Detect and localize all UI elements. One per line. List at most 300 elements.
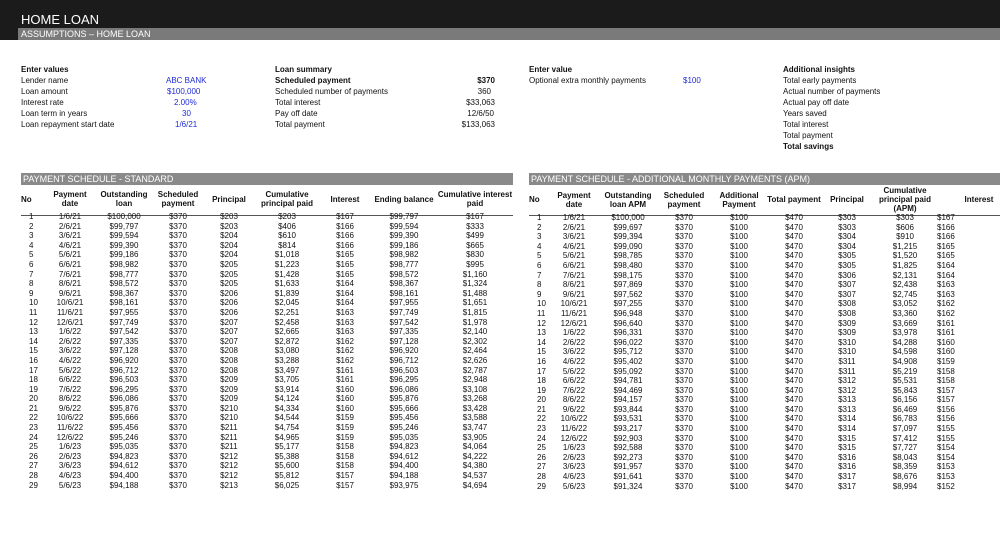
apm-cell: 9/6/22 <box>562 404 586 414</box>
standard-cell: $162 <box>336 346 354 356</box>
apm-table-row <box>529 443 1000 453</box>
standard-table-row <box>21 212 513 222</box>
standard-cell: $97,335 <box>109 336 139 346</box>
scheduled-payment-label: Scheduled payment <box>275 76 351 85</box>
apm-cell: $470 <box>785 443 803 453</box>
apm-cell: 1/6/23 <box>562 443 586 453</box>
apm-cell: $100 <box>730 337 748 347</box>
standard-cell: $4,544 <box>274 413 300 423</box>
apm-cell: $370 <box>675 289 693 299</box>
apm-cell: $97,562 <box>613 289 643 299</box>
apm-cell: 5/6/21 <box>562 251 586 261</box>
apm-cell: 1/6/22 <box>562 328 586 338</box>
apm-table-row <box>529 223 1000 233</box>
standard-cell: $166 <box>336 231 354 241</box>
number-of-payments-value: 360 <box>477 87 491 96</box>
standard-cell: 5/6/22 <box>58 365 82 375</box>
apm-cell: $161 <box>937 318 955 328</box>
apm-table-row <box>529 319 1000 329</box>
apm-cell: $98,785 <box>613 251 643 261</box>
standard-cell: $1,223 <box>274 259 300 269</box>
apm-cell: $470 <box>785 213 803 222</box>
apm-cell: 13 <box>537 328 546 338</box>
apm-cell: $312 <box>838 385 856 395</box>
apm-cell: $163 <box>937 280 955 290</box>
standard-cell: $814 <box>278 240 296 250</box>
standard-cell: $159 <box>336 432 354 442</box>
apm-table-row <box>529 482 1000 492</box>
apm-cell: $153 <box>937 472 955 482</box>
standard-cell: $370 <box>169 327 187 337</box>
apm-cell: $305 <box>838 260 856 270</box>
standard-table-row <box>21 356 513 366</box>
standard-cell: $1,839 <box>274 288 300 298</box>
pay-off-date-label: Pay off date <box>275 109 318 118</box>
standard-cell: $158 <box>336 461 354 471</box>
apm-cell: $158 <box>937 376 955 386</box>
apm-cell: $370 <box>675 328 693 338</box>
standard-column-header: Ending balance <box>374 194 434 204</box>
standard-cell: $94,612 <box>389 451 419 461</box>
standard-table-row <box>21 471 513 481</box>
standard-cell: $610 <box>278 231 296 241</box>
interest-rate-value[interactable]: 2.00% <box>174 98 197 107</box>
standard-cell: $3,588 <box>462 413 488 423</box>
standard-table-row <box>21 260 513 270</box>
apm-cell: $370 <box>675 270 693 280</box>
apm-cell: $311 <box>838 356 856 366</box>
apm-cell: $99,697 <box>613 222 643 232</box>
apm-cell: $100 <box>730 376 748 386</box>
standard-cell: $205 <box>220 259 238 269</box>
apm-cell: 3/6/21 <box>562 232 586 242</box>
apm-cell: $314 <box>838 424 856 434</box>
apm-cell: $370 <box>675 213 693 222</box>
number-of-payments-label: Scheduled number of payments <box>275 87 388 96</box>
standard-cell: $370 <box>169 259 187 269</box>
standard-cell: $209 <box>220 384 238 394</box>
standard-cell: $166 <box>336 240 354 250</box>
standard-cell: $98,572 <box>389 269 419 279</box>
standard-cell: $207 <box>220 336 238 346</box>
apm-cell: $155 <box>937 433 955 443</box>
apm-cell: $370 <box>675 366 693 376</box>
standard-column-header: Outstanding loan <box>100 190 148 208</box>
enter-value-heading: Enter value <box>529 65 573 74</box>
apm-cell: $100 <box>730 280 748 290</box>
apm-cell: $100 <box>730 289 748 299</box>
apm-cell: $154 <box>937 452 955 462</box>
standard-cell: $96,295 <box>109 384 139 394</box>
standard-cell: $370 <box>169 355 187 365</box>
standard-cell: $159 <box>336 423 354 433</box>
apm-cell: $162 <box>937 299 955 309</box>
apm-cell: 10/6/22 <box>560 414 588 424</box>
apm-cell: $96,948 <box>613 308 643 318</box>
apm-cell: 9 <box>537 289 542 299</box>
apm-cell: $370 <box>675 318 693 328</box>
apm-cell: 8 <box>537 280 542 290</box>
apm-cell: $305 <box>838 251 856 261</box>
standard-cell: 29 <box>29 480 38 490</box>
apm-cell: $370 <box>675 395 693 405</box>
insight-actual-pay-off-date: Actual pay off date <box>783 98 850 107</box>
standard-cell: $206 <box>220 298 238 308</box>
standard-column-header: Cumulative interest paid <box>437 190 513 208</box>
apm-column-header: Payment date <box>557 190 591 209</box>
apm-cell: $315 <box>838 443 856 453</box>
apm-cell: 17 <box>537 366 546 376</box>
apm-cell: $370 <box>675 481 693 491</box>
standard-cell: $161 <box>336 375 354 385</box>
apm-cell: $160 <box>937 337 955 347</box>
standard-cell: $99,390 <box>389 231 419 241</box>
apm-cell: $370 <box>675 443 693 453</box>
apm-cell: $310 <box>838 337 856 347</box>
standard-cell: $209 <box>220 394 238 404</box>
apm-cell: 29 <box>537 481 546 491</box>
apm-table-row <box>529 367 1000 377</box>
standard-cell: $370 <box>169 471 187 481</box>
standard-cell: $96,295 <box>389 375 419 385</box>
apm-cell: 6/6/21 <box>562 260 586 270</box>
standard-table-row <box>21 327 513 337</box>
standard-table-row <box>21 298 513 308</box>
apm-cell: 18 <box>537 376 546 386</box>
apm-cell: $315 <box>838 433 856 443</box>
standard-cell: $163 <box>336 317 354 327</box>
apm-column-header: Principal <box>830 195 864 204</box>
standard-cell: $99,594 <box>389 221 419 231</box>
standard-cell: $94,823 <box>109 451 139 461</box>
apm-cell: 20 <box>537 395 546 405</box>
standard-cell: $4,334 <box>274 403 300 413</box>
standard-cell: $2,948 <box>462 375 488 385</box>
apm-cell: $95,092 <box>613 366 643 376</box>
loan-amount-value[interactable]: $100,000 <box>167 87 201 96</box>
apm-cell: $94,469 <box>613 385 643 395</box>
apm-cell: $155 <box>937 424 955 434</box>
standard-cell: $370 <box>169 442 187 452</box>
apm-table-row <box>529 347 1000 357</box>
subtitle-bar <box>18 28 1000 40</box>
apm-cell: $470 <box>785 299 803 309</box>
standard-cell: $98,982 <box>389 250 419 260</box>
standard-cell: $99,797 <box>109 221 139 231</box>
apm-cell: $100 <box>730 443 748 453</box>
apm-cell: $100 <box>730 366 748 376</box>
standard-cell: 27 <box>29 461 38 471</box>
apm-cell: 26 <box>537 452 546 462</box>
apm-cell: $96,640 <box>613 318 643 328</box>
standard-cell: $499 <box>466 231 484 241</box>
insight-total-payment: Total payment <box>783 131 833 140</box>
standard-cell: $370 <box>169 231 187 241</box>
standard-cell: $212 <box>220 471 238 481</box>
apm-cell: $4,908 <box>892 356 918 366</box>
standard-cell: $95,876 <box>109 403 139 413</box>
apm-cell: $370 <box>675 472 693 482</box>
apm-cell: $164 <box>937 260 955 270</box>
apm-cell: $370 <box>675 452 693 462</box>
apm-cell: $470 <box>785 366 803 376</box>
standard-cell: $94,400 <box>109 471 139 481</box>
standard-cell: $98,161 <box>109 298 139 308</box>
apm-cell: $2,438 <box>892 280 918 290</box>
standard-table-row <box>21 423 513 433</box>
standard-cell: $1,428 <box>274 269 300 279</box>
apm-cell: $470 <box>785 462 803 472</box>
apm-cell: $5,531 <box>892 376 918 386</box>
standard-cell: 4/6/22 <box>58 355 82 365</box>
insight-total-early-payments: Total early payments <box>783 76 857 85</box>
standard-cell: $167 <box>336 212 354 221</box>
apm-cell: $316 <box>838 452 856 462</box>
standard-cell: 10/6/22 <box>56 413 84 423</box>
standard-cell: $96,086 <box>109 394 139 404</box>
apm-cell: $306 <box>838 270 856 280</box>
standard-cell: $97,542 <box>389 317 419 327</box>
standard-table-row <box>21 337 513 347</box>
standard-cell: $164 <box>336 288 354 298</box>
apm-cell: $156 <box>937 404 955 414</box>
apm-cell: $99,090 <box>613 241 643 251</box>
apm-cell: $470 <box>785 414 803 424</box>
apm-cell: $158 <box>937 366 955 376</box>
apm-cell: $370 <box>675 356 693 366</box>
standard-cell: 17 <box>29 365 38 375</box>
apm-cell: $1,825 <box>892 260 918 270</box>
apm-cell: $6,156 <box>892 395 918 405</box>
standard-cell: $2,140 <box>462 327 488 337</box>
loan-amount-label: Loan amount <box>21 87 68 96</box>
standard-cell: $97,955 <box>389 298 419 308</box>
standard-cell: $370 <box>169 461 187 471</box>
standard-cell: $208 <box>220 346 238 356</box>
standard-cell: 3/6/21 <box>58 231 82 241</box>
standard-cell: $98,367 <box>389 279 419 289</box>
standard-cell: 6 <box>29 259 34 269</box>
apm-cell: $97,255 <box>613 299 643 309</box>
apm-cell: $308 <box>838 308 856 318</box>
standard-cell: 3/6/23 <box>58 461 82 471</box>
standard-column-header: No <box>21 194 32 204</box>
apm-cell: $100 <box>730 308 748 318</box>
standard-cell: 8/6/22 <box>58 394 82 404</box>
standard-cell: $203 <box>278 212 296 221</box>
apm-cell: $314 <box>838 414 856 424</box>
apm-cell: $370 <box>675 222 693 232</box>
apm-cell: 11/6/22 <box>560 424 588 434</box>
apm-cell: $910 <box>896 232 914 242</box>
standard-cell: $370 <box>169 298 187 308</box>
loan-summary-section <box>275 64 495 130</box>
start-date-value[interactable]: 1/6/21 <box>175 120 198 129</box>
standard-cell: $370 <box>169 250 187 260</box>
standard-cell: $1,815 <box>462 307 488 317</box>
standard-cell: 12/6/21 <box>56 317 84 327</box>
apm-cell: $100 <box>730 328 748 338</box>
apm-cell: $156 <box>937 414 955 424</box>
interest-rate-label: Interest rate <box>21 98 64 107</box>
standard-cell: 7/6/21 <box>58 269 82 279</box>
standard-cell: 10/6/21 <box>56 298 84 308</box>
apm-cell: $3,978 <box>892 328 918 338</box>
apm-cell: $470 <box>785 385 803 395</box>
standard-cell: $4,694 <box>462 480 488 490</box>
apm-cell: $100 <box>730 385 748 395</box>
standard-cell: $97,128 <box>109 346 139 356</box>
apm-cell: $313 <box>838 404 856 414</box>
standard-schedule-title: PAYMENT SCHEDULE - STANDARD <box>23 174 174 184</box>
standard-cell: $2,302 <box>462 336 488 346</box>
standard-cell: $370 <box>169 365 187 375</box>
standard-cell: 6/6/21 <box>58 259 82 269</box>
standard-table-row <box>21 394 513 404</box>
apm-cell: 22 <box>537 414 546 424</box>
standard-cell: $370 <box>169 375 187 385</box>
loan-term-value[interactable]: 30 <box>182 109 191 118</box>
standard-cell: $6,025 <box>274 480 300 490</box>
apm-cell: $470 <box>785 404 803 414</box>
apm-cell: $93,844 <box>613 404 643 414</box>
extra-payment-value[interactable]: $100 <box>683 76 701 85</box>
standard-cell: $3,288 <box>274 355 300 365</box>
standard-cell: 23 <box>29 423 38 433</box>
standard-cell: $3,268 <box>462 394 488 404</box>
standard-cell: $333 <box>466 221 484 231</box>
standard-cell: $207 <box>220 327 238 337</box>
apm-cell: $370 <box>675 414 693 424</box>
standard-cell: $99,186 <box>389 240 419 250</box>
standard-table-row <box>21 279 513 289</box>
standard-cell: $1,160 <box>462 269 488 279</box>
standard-cell: 7/6/22 <box>58 384 82 394</box>
apm-cell: $95,712 <box>613 347 643 357</box>
standard-cell: $100,000 <box>107 212 141 221</box>
standard-cell: $1,633 <box>274 279 300 289</box>
standard-cell: $830 <box>466 250 484 260</box>
standard-cell: $98,982 <box>109 259 139 269</box>
apm-cell: $470 <box>785 395 803 405</box>
standard-cell: 3/6/22 <box>58 346 82 356</box>
standard-cell: $370 <box>169 279 187 289</box>
standard-cell: $95,035 <box>389 432 419 442</box>
standard-cell: 5 <box>29 250 34 260</box>
standard-column-header: Scheduled payment <box>157 190 199 208</box>
apm-cell: 2 <box>537 222 542 232</box>
standard-cell: $370 <box>169 221 187 231</box>
standard-cell: $96,086 <box>389 384 419 394</box>
apm-cell: 11/6/21 <box>560 308 588 318</box>
apm-cell: $154 <box>937 443 955 453</box>
apm-cell: $310 <box>838 347 856 357</box>
apm-cell: $92,588 <box>613 443 643 453</box>
standard-cell: $2,251 <box>274 307 300 317</box>
apm-cell: 4/6/22 <box>562 356 586 366</box>
apm-cell: $8,043 <box>892 452 918 462</box>
standard-cell: $370 <box>169 317 187 327</box>
standard-cell: 5/6/21 <box>58 250 82 260</box>
apm-cell: $370 <box>675 260 693 270</box>
apm-table-row <box>529 328 1000 338</box>
standard-cell: 2 <box>29 221 34 231</box>
apm-cell: 10 <box>537 299 546 309</box>
lender-name-label: Lender name <box>21 76 69 85</box>
standard-column-header: Principal <box>212 194 246 204</box>
apm-cell: $165 <box>937 241 955 251</box>
apm-cell: $100 <box>730 424 748 434</box>
standard-table-row <box>21 461 513 471</box>
standard-cell: $94,188 <box>389 471 419 481</box>
apm-cell: $470 <box>785 270 803 280</box>
standard-cell: $211 <box>220 442 238 452</box>
apm-table-row <box>529 386 1000 396</box>
apm-cell: 2/6/23 <box>562 452 586 462</box>
apm-cell: $303 <box>896 213 914 222</box>
lender-name-value[interactable]: ABC BANK <box>166 76 207 85</box>
apm-table-row <box>529 338 1000 348</box>
standard-cell: $96,920 <box>109 355 139 365</box>
standard-cell: $1,978 <box>462 317 488 327</box>
standard-cell: $203 <box>220 221 238 231</box>
apm-cell: $98,480 <box>613 260 643 270</box>
standard-cell: $161 <box>336 365 354 375</box>
standard-cell: $370 <box>169 432 187 442</box>
standard-cell: $157 <box>336 471 354 481</box>
apm-cell: $100 <box>730 299 748 309</box>
apm-cell: $8,994 <box>892 481 918 491</box>
standard-cell: 26 <box>29 451 38 461</box>
standard-cell: $370 <box>169 480 187 490</box>
standard-cell: $2,665 <box>274 327 300 337</box>
standard-table-row <box>21 289 513 299</box>
apm-cell: $100 <box>730 318 748 328</box>
standard-cell: $1,488 <box>462 288 488 298</box>
enter-values-section <box>21 64 221 130</box>
apm-cell: $8,676 <box>892 472 918 482</box>
apm-cell: $470 <box>785 347 803 357</box>
standard-cell: 9 <box>29 288 34 298</box>
standard-cell: 4/6/21 <box>58 240 82 250</box>
apm-cell: $370 <box>675 462 693 472</box>
standard-cell: $165 <box>336 259 354 269</box>
apm-cell: 4/6/21 <box>562 241 586 251</box>
apm-cell: 6/6/22 <box>562 376 586 386</box>
standard-cell: 18 <box>29 375 38 385</box>
apm-schedule-title: PAYMENT SCHEDULE - ADDITIONAL MONTHLY PAYMENTS (APM) <box>531 174 811 184</box>
apm-cell: $167 <box>937 213 955 222</box>
apm-cell: $4,288 <box>892 337 918 347</box>
apm-cell: $100 <box>730 241 748 251</box>
apm-cell: 19 <box>537 385 546 395</box>
apm-cell: $92,903 <box>613 433 643 443</box>
apm-cell: $370 <box>675 241 693 251</box>
standard-cell: 7 <box>29 269 34 279</box>
standard-cell: $370 <box>169 346 187 356</box>
apm-cell: $304 <box>838 241 856 251</box>
apm-cell: $166 <box>937 232 955 242</box>
apm-cell: $307 <box>838 280 856 290</box>
apm-cell: 9/6/21 <box>562 289 586 299</box>
standard-cell: $2,787 <box>462 365 488 375</box>
standard-cell: $5,177 <box>274 442 300 452</box>
standard-column-header: Cumulative principal paid <box>260 190 313 208</box>
apm-cell: $5,843 <box>892 385 918 395</box>
apm-cell: $6,469 <box>892 404 918 414</box>
standard-cell: $370 <box>169 403 187 413</box>
apm-cell: $91,324 <box>613 481 643 491</box>
